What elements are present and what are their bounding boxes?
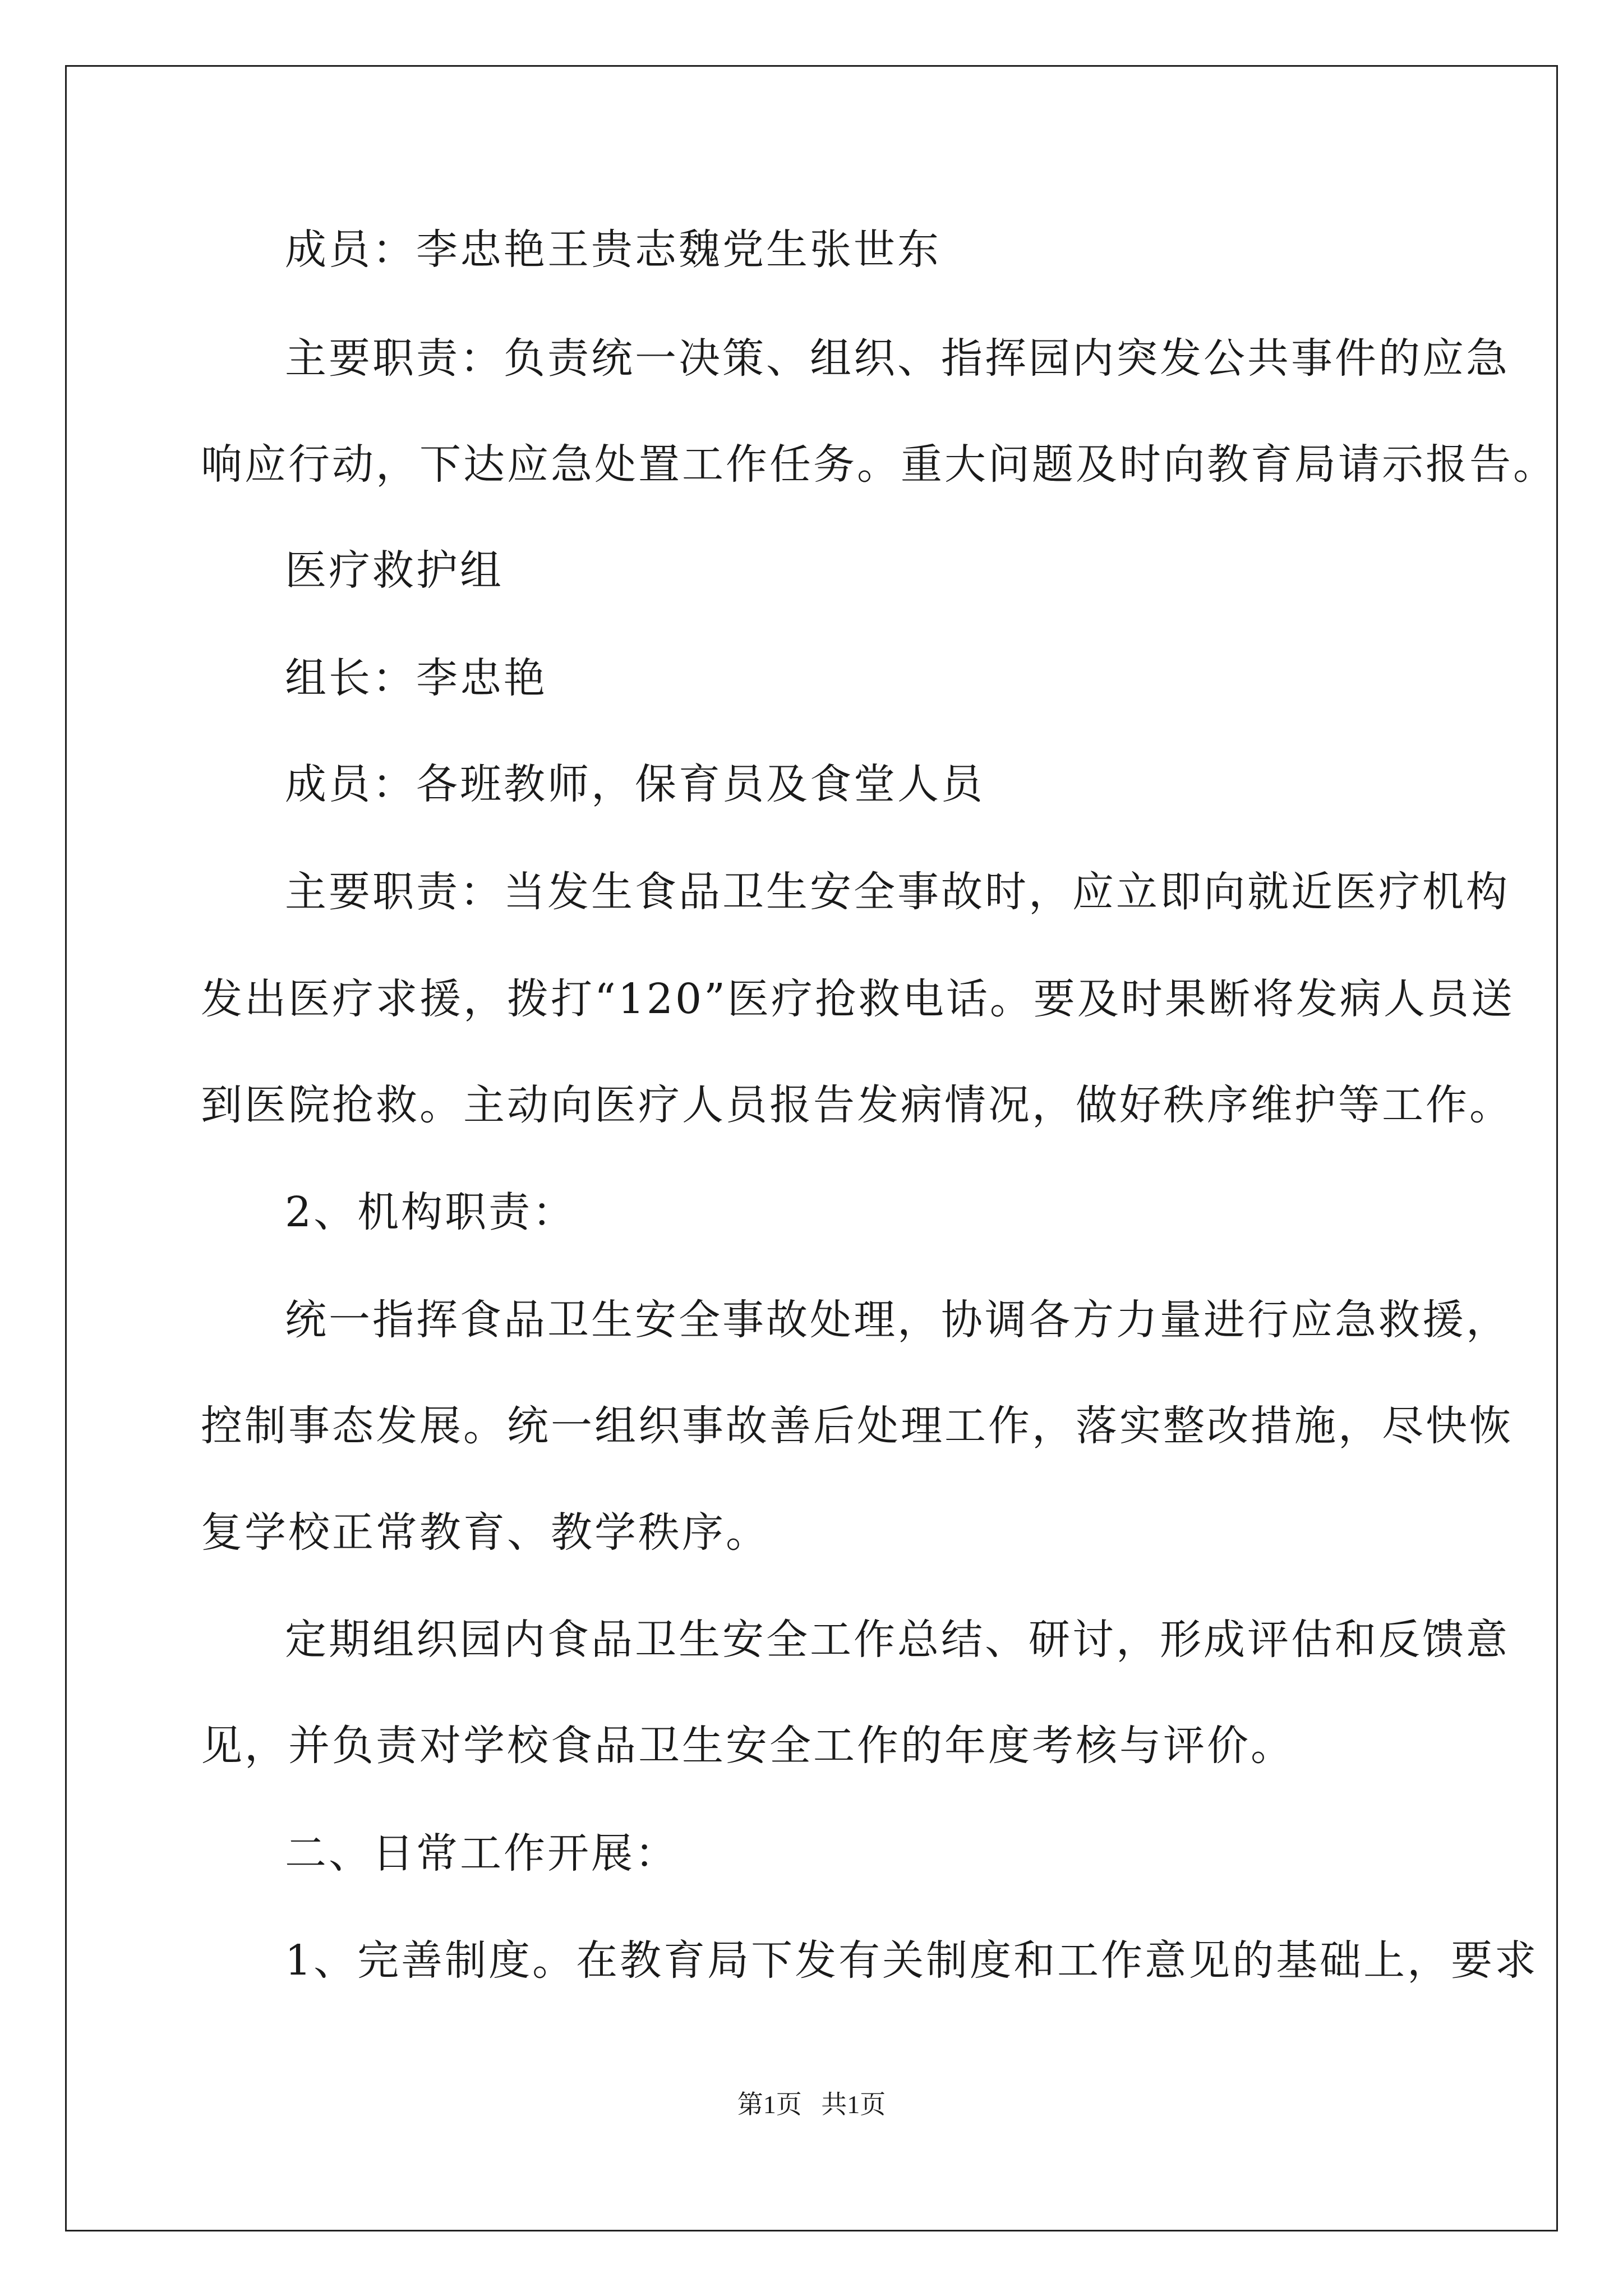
paragraph-command-line-3: 复学校正常教育、教学秩序。	[201, 1508, 769, 1557]
paragraph-command-line-1: 统一指挥食品卫生安全事故处理，协调各方力量进行应急救援，	[285, 1296, 1510, 1344]
paragraph-medical-duty-line-2: 发出医疗求援，拨打“120”医疗抢救电话。要及时果断将发病人员送	[201, 975, 1515, 1023]
paragraph-improve-system: 1、完善制度。在教育局下发有关制度和工作意见的基础上，要求	[285, 1936, 1539, 1985]
heading-medical-team: 医疗救护组	[285, 546, 504, 595]
paragraph-medical-duty-line-1: 主要职责：当发生食品卫生安全事故时，应立即向就近医疗机构	[285, 868, 1510, 916]
heading-daily-work: 二、日常工作开展：	[285, 1829, 679, 1878]
paragraph-team-members: 成员：各班教师，保育员及食堂人员	[285, 760, 985, 808]
paragraph-duty-line-1: 主要职责：负责统一决策、组织、指挥园内突发公共事件的应急	[285, 334, 1510, 383]
paragraph-team-leader: 组长：李忠艳	[285, 654, 547, 702]
paragraph-review-line-2: 见，并负责对学校食品卫生安全工作的年度考核与评价。	[201, 1722, 1294, 1770]
paragraph-members: 成员：李忠艳王贵志魏党生张世东	[285, 226, 941, 274]
paragraph-medical-duty-line-3: 到医院抢救。主动向医疗人员报告发病情况，做好秩序维护等工作。	[201, 1081, 1513, 1129]
page-number-footer: 第1页 共1页	[737, 2090, 886, 2119]
page-border	[65, 65, 1558, 2231]
paragraph-review-line-1: 定期组织园内食品卫生安全工作总结、研讨，形成评估和反馈意	[285, 1616, 1510, 1664]
paragraph-duty-line-2: 响应行动，下达应急处置工作任务。重大问题及时向教育局请示报告。	[201, 440, 1557, 489]
heading-org-duties: 2、机构职责：	[285, 1188, 577, 1236]
paragraph-command-line-2: 控制事态发展。统一组织事故善后处理工作，落实整改措施，尽快恢	[201, 1402, 1513, 1450]
